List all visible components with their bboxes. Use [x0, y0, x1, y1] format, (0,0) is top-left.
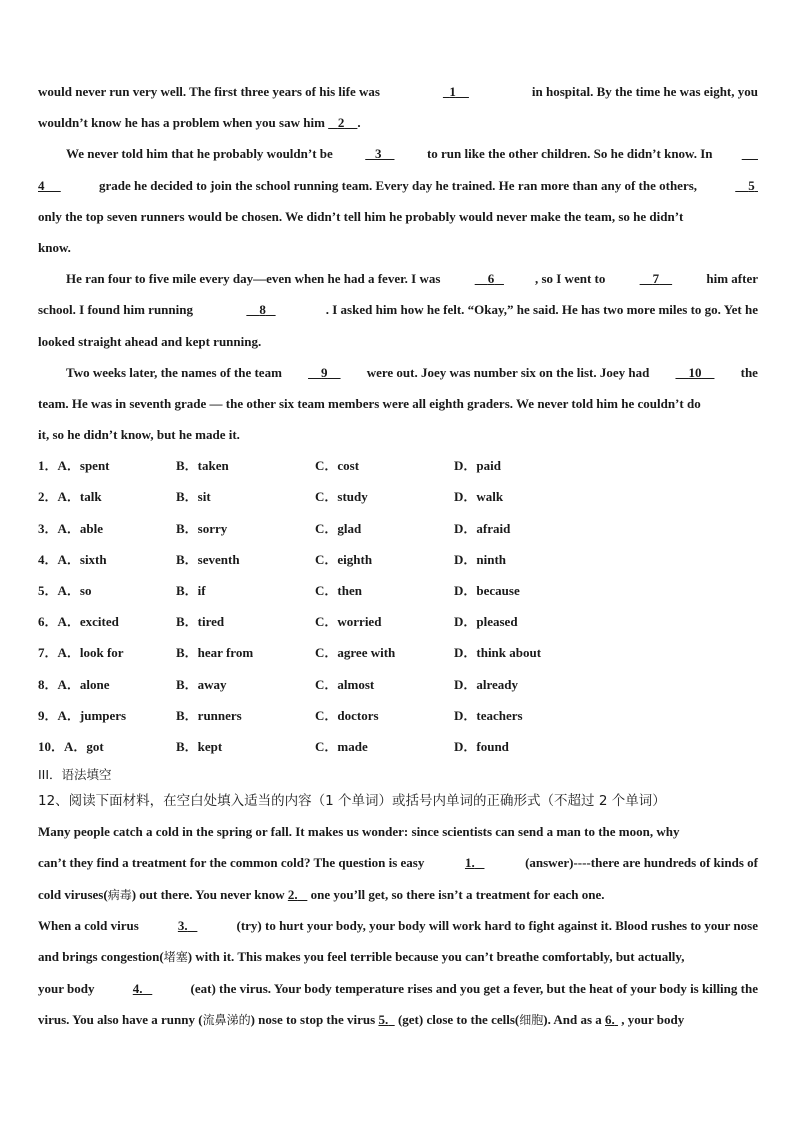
passage-line: only the top seven runners would be chosen. We didn’t tell him he probably would never make the team, so he didn’t — [38, 208, 684, 224]
passage-line: looked straight ahead and kept running. — [38, 333, 262, 349]
passage-line: it, so he didn’t know, but he made it. — [38, 427, 240, 443]
option-c[interactable]: C．made — [315, 738, 368, 754]
passage-line: wouldn’t know he has a problem when you saw him 2 . — [38, 115, 361, 131]
option-c[interactable]: C．cost — [315, 458, 360, 474]
section-heading: III．语法填空 — [38, 767, 112, 783]
question-options — [38, 606, 758, 637]
grammar-passage — [38, 816, 758, 1035]
option-d[interactable]: D．already — [454, 676, 519, 692]
passage-line: 4 grade he decided to join the school running team. Every day he trained. He ran more than any of the others, 5 — [38, 170, 758, 201]
grammar-line: Many people catch a cold in the spring or fall. It makes us wonder: since scientists can send a man to the moon, why — [38, 824, 680, 840]
option-b[interactable]: B．seventh — [176, 551, 240, 567]
option-c[interactable]: C．almost — [315, 676, 375, 692]
option-c[interactable]: C．eighth — [315, 551, 373, 567]
grammar-line: and brings congestion(堵塞) with it. This makes you feel terrible because you can’t breathe comfortably, but actually, — [38, 949, 685, 965]
grammar-blank-3: 3. — [177, 918, 188, 934]
blank-9: 9 — [321, 364, 328, 380]
question-options — [38, 575, 758, 606]
option-a[interactable]: 3．A．able — [38, 520, 104, 536]
options-list — [38, 450, 758, 762]
option-b[interactable]: B．tired — [176, 614, 225, 630]
option-d[interactable]: D．found — [454, 738, 509, 754]
option-a[interactable]: 5．A．so — [38, 583, 92, 598]
option-a[interactable]: 8．A．alone — [38, 676, 110, 692]
grammar-blank-6: 6. — [605, 1011, 615, 1027]
option-a[interactable]: 4．A．sixth — [38, 551, 107, 567]
option-c[interactable]: C．doctors — [315, 707, 379, 723]
blank-3: 3 — [374, 146, 382, 162]
option-d[interactable]: D．pleased — [454, 614, 518, 630]
option-c[interactable]: C．study — [315, 489, 368, 505]
grammar-line: your body 4. (eat) the virus. Your body temperature rises and you get a fever, but the heat of your body is killing the — [38, 973, 758, 1004]
question-options — [38, 637, 758, 668]
option-a[interactable]: 9．A．jumpers — [38, 707, 127, 723]
blank-4: 4 — [38, 177, 45, 193]
question-options — [38, 513, 758, 544]
option-d[interactable]: D．afraid — [454, 520, 511, 536]
section-instruction: 12、阅读下面材料，在空白处填入适当的内容（1 个单词）或括号内单词的正确形式（不超过 2 个单词） — [38, 793, 666, 810]
option-c[interactable]: C．worried — [315, 614, 382, 630]
grammar-line: can’t they find a treatment for the common cold? The question is easy 1. (answer)----there are hundreds of kinds of — [38, 847, 758, 878]
option-d[interactable]: D．walk — [454, 489, 504, 505]
blank-8: 8 — [259, 302, 266, 318]
question-options — [38, 450, 758, 481]
option-b[interactable]: B．runners — [176, 707, 242, 723]
option-b[interactable]: B．kept — [176, 738, 223, 754]
blank-6: 6 — [487, 271, 495, 287]
passage-line: school. I found him running 8 . I asked him how he felt. “Okay,” he said. He has two more miles to go. Yet he — [38, 294, 758, 325]
passage-line: We never told him that he probably wouldn’t be 3 to run like the other children. So he didn’t know. In — [38, 138, 758, 169]
grammar-line: virus. You also have a runny (流鼻涕的) nose to stop the virus 5. (get) close to the cells(细胞). And as a 6. , your body — [38, 1011, 685, 1027]
passage-line: He ran four to five mile every day—even when he had a fever. I was 6 , so I went to 7 him after — [38, 263, 758, 294]
blank-7: 7 — [652, 271, 660, 287]
option-a[interactable]: 7．A．look for — [38, 645, 124, 661]
passage-line: team. He was in seventh grade — the other six team members were all eighth graders. We never told him he couldn’t do — [38, 395, 701, 411]
question-options — [38, 544, 758, 575]
option-b[interactable]: B．if — [176, 583, 206, 598]
option-b[interactable]: B．away — [176, 676, 227, 692]
option-d[interactable]: D．ninth — [454, 551, 507, 567]
option-d[interactable]: D．think about — [454, 645, 542, 661]
option-c[interactable]: C．then — [315, 583, 362, 598]
option-b[interactable]: B．taken — [176, 458, 229, 474]
question-options — [38, 700, 758, 731]
blank-1: 1 — [449, 84, 456, 99]
grammar-line: When a cold virus 3. (try) to hurt your body, your body will work hard to fight against it. Blood rushes to your nose — [38, 910, 758, 941]
option-d[interactable]: D．teachers — [454, 707, 523, 723]
option-b[interactable]: B．hear from — [176, 645, 254, 661]
option-d[interactable]: D．because — [454, 583, 520, 598]
worksheet-page — [38, 76, 758, 1035]
passage-line: know. — [38, 239, 71, 255]
grammar-blank-2: 2. — [287, 886, 298, 902]
grammar-blank-5: 5. — [378, 1011, 389, 1027]
blank-2: 2 — [337, 115, 345, 131]
grammar-blank-1: 1. — [464, 855, 475, 871]
option-c[interactable]: C．agree with — [315, 645, 396, 661]
option-c[interactable]: C．glad — [315, 520, 362, 536]
grammar-line: cold viruses(病毒) out there. You never know 2. one you’ll get, so there isn’t a treatment for each one. — [38, 886, 605, 902]
option-d[interactable]: D．paid — [454, 458, 501, 474]
option-a[interactable]: 2．A．talk — [38, 489, 102, 505]
option-a[interactable]: 1．A．spent — [38, 458, 110, 474]
option-b[interactable]: B．sorry — [176, 520, 228, 536]
option-b[interactable]: B．sit — [176, 489, 211, 505]
blank-10: 10 — [688, 364, 702, 380]
option-a[interactable]: 10．A．got — [38, 738, 104, 754]
grammar-blank-4: 4. — [132, 980, 143, 996]
passage-line: would never run very well. The first three years of his life was 1 in hospital. By the time he was eight, you — [38, 76, 758, 107]
question-options — [38, 669, 758, 700]
blank-5: 5 — [748, 177, 755, 193]
question-options — [38, 481, 758, 512]
question-options — [38, 731, 758, 762]
option-a[interactable]: 6．A．excited — [38, 614, 119, 630]
passage-line: Two weeks later, the names of the team 9 were out. Joey was number six on the list. Joey had 10 the — [38, 357, 758, 388]
